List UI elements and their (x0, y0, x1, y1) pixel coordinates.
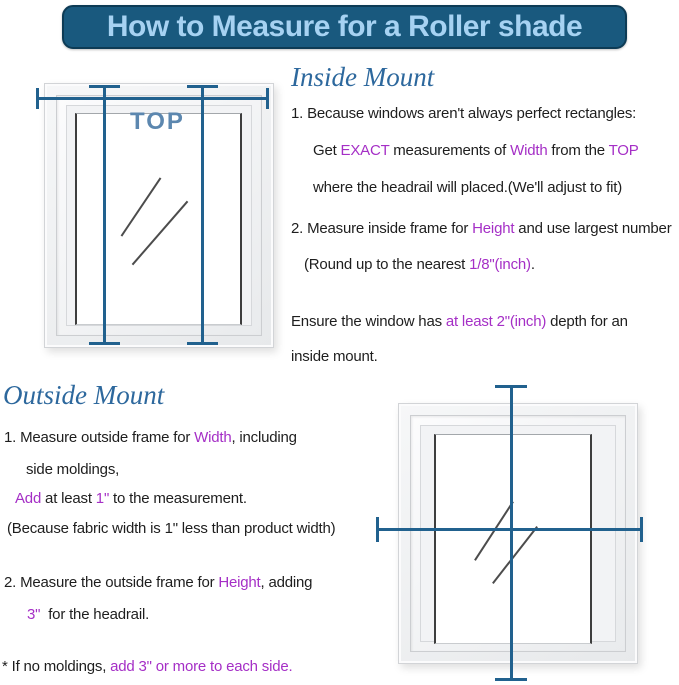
glass-reflection-line (492, 526, 538, 584)
inside-step1-line1 (291, 104, 636, 123)
text-segment: , adding (260, 574, 313, 591)
text-segment: 1. Because windows aren't always perfect rectangles: (291, 105, 637, 122)
text-segment: . (530, 256, 535, 273)
text-segment: measurements of (389, 142, 511, 159)
text-segment-highlight: 1/8"(inch) (469, 256, 531, 273)
outside-step1-line2 (26, 460, 119, 479)
vertical-guide-line-right (201, 87, 204, 344)
height-measurement-line (510, 387, 513, 680)
width-measure-end-cap-left (376, 517, 379, 542)
inside-step1-line3 (313, 178, 622, 197)
text-segment-highlight: EXACT (340, 142, 390, 159)
text-segment-highlight: at least 2"(inch) (445, 313, 547, 330)
width-measure-end-cap-right (640, 517, 643, 542)
text-segment: 1. Measure outside frame for (4, 429, 195, 446)
width-measure-end-cap-left (36, 88, 39, 109)
text-segment: where the headrail will placed.(We'll adjust to fit) (313, 179, 623, 196)
text-segment: for the headrail. (40, 606, 150, 623)
inside-step2-line1 (291, 219, 672, 238)
vertical-guide-top-cap-left (89, 85, 120, 88)
glass-reflection-line (121, 177, 162, 236)
window-glass (75, 113, 242, 325)
width-measure-end-cap-right (266, 88, 269, 109)
vertical-guide-top-cap-right (187, 85, 218, 88)
glass-reflection-line (132, 201, 189, 266)
text-segment: (Round up to the nearest (304, 256, 470, 273)
text-segment-highlight: TOP (608, 142, 639, 159)
width-measurement-line (37, 97, 269, 100)
text-segment: Get (313, 142, 341, 159)
inside-depth-note-line1 (291, 312, 628, 331)
outside-step1-line3 (15, 489, 247, 508)
text-segment-highlight: 1" (95, 490, 110, 507)
vertical-guide-bottom-cap-left (89, 342, 120, 345)
vertical-guide-bottom-cap-right (187, 342, 218, 345)
text-segment-highlight: Height (472, 220, 515, 237)
outside-step1-line1 (4, 428, 297, 447)
outside-step1-line4 (7, 519, 335, 538)
text-segment-highlight: 3" (27, 606, 41, 623)
text-segment: 2. Measure inside frame for (291, 220, 473, 237)
text-segment: (Because fabric width is 1" less than product width) (7, 520, 336, 537)
outside-moldings-note (2, 657, 292, 676)
title-banner (62, 5, 627, 49)
outside-step2-line1 (4, 573, 312, 592)
text-segment: 2. Measure the outside frame for (4, 574, 219, 591)
glass-reflection-line (474, 501, 514, 561)
text-segment-highlight: Width (194, 429, 232, 446)
text-segment: inside mount. (291, 348, 378, 365)
inside-mount-heading: Inside Mount (291, 62, 435, 92)
text-segment: to the measurement. (109, 490, 247, 507)
outside-mount-heading: Outside Mount (3, 380, 165, 410)
text-segment: at least (41, 490, 96, 507)
height-measure-end-cap-bottom (495, 678, 527, 681)
vertical-guide-line-left (103, 87, 106, 344)
text-segment: from the (547, 142, 609, 159)
inside-step1-line2 (313, 141, 639, 160)
top-label: TOP (130, 108, 185, 135)
text-segment-highlight: Add (15, 490, 42, 507)
text-segment-highlight: add 3" or more to each side. (110, 658, 293, 675)
outside-step2-line2 (27, 605, 149, 624)
inside-step2-line2 (304, 255, 535, 274)
height-measure-end-cap-top (495, 385, 527, 388)
text-segment-highlight: Width (510, 142, 548, 159)
text-segment: * If no moldings, (2, 658, 111, 675)
text-segment: Ensure the window has (291, 313, 446, 330)
inside-depth-note-line2 (291, 347, 378, 366)
page-title: How to Measure for a Roller shade (106, 10, 583, 43)
text-segment: , including (231, 429, 297, 446)
text-segment-highlight: Height (218, 574, 261, 591)
width-measurement-line (377, 528, 643, 531)
text-segment: and use largest number (514, 220, 672, 237)
text-segment: side moldings, (26, 461, 120, 478)
text-segment: depth for an (546, 313, 628, 330)
outside-mount-window-illustration (398, 403, 638, 664)
window-glass (434, 434, 592, 644)
